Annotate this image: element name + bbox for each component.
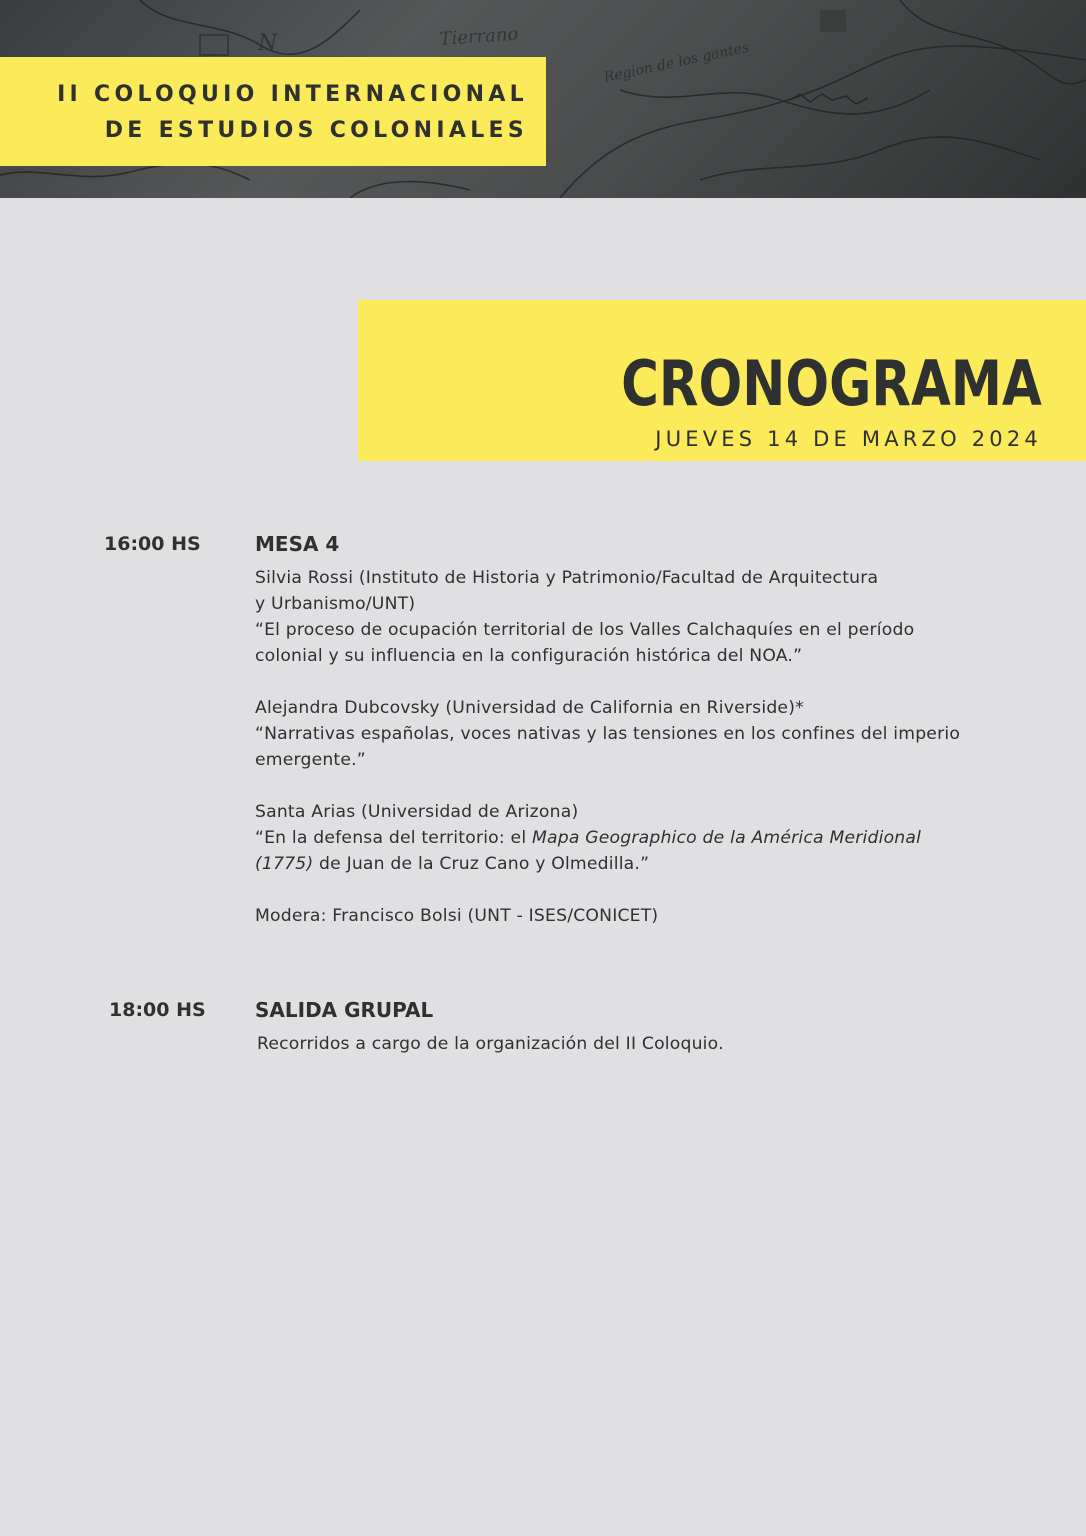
talk-title: “En la defensa del territorio: el Mapa Geographico de la América Meridional — [255, 828, 922, 848]
map-title-italic: Mapa Geographico de la América Meridional — [531, 828, 922, 848]
talk-title-cont: colonial y su influencia en la configuración histórica del NOA.” — [255, 646, 803, 666]
svg-text:Tierrano: Tierrano — [438, 23, 519, 50]
talk-title: “Narrativas españolas, voces nativas y las tensiones en los confines del imperio — [255, 724, 961, 744]
presentation-dubcovsky — [255, 695, 1015, 773]
session-time: 16:00 HS — [104, 533, 201, 555]
schedule-title-block — [358, 300, 1086, 461]
moderator: Modera: Francisco Bolsi (UNT - ISES/CONICET) — [255, 906, 659, 926]
talk-title-cont: (1775) de Juan de la Cruz Cano y Olmedilla.” — [255, 854, 650, 874]
speaker-affiliation: Silvia Rossi (Instituto de Historia y Patrimonio/Facultad de Arquitectura — [255, 568, 879, 588]
speaker-affiliation: Santa Arias (Universidad de Arizona) — [255, 802, 579, 822]
speaker-affiliation: Alejandra Dubcovsky (Universidad de California en Riverside)* — [255, 698, 804, 718]
map-label-n: N — [258, 31, 278, 56]
speaker-affiliation-cont: y Urbanismo/UNT) — [255, 594, 416, 614]
schedule-date: JUEVES 14 DE MARZO 2024 — [655, 427, 1042, 451]
presentation-rossi — [255, 565, 1015, 669]
session-time: 18:00 HS — [109, 999, 206, 1021]
talk-title-cont: emergente.” — [255, 750, 366, 770]
session-title: MESA 4 — [255, 532, 340, 556]
session-title: SALIDA GRUPAL — [255, 998, 434, 1022]
presentation-arias — [255, 799, 1015, 877]
event-name-line1: II COLOQUIO INTERNACIONAL — [57, 82, 528, 107]
event-header — [0, 57, 546, 166]
talk-title: “El proceso de ocupación territorial de los Valles Calchaquíes en el período — [255, 620, 915, 640]
page-title: CRONOGRAMA — [621, 347, 1042, 420]
event-name-line2: DE ESTUDIOS COLONIALES — [104, 118, 528, 143]
svg-text:Region de los gantes: Region de los gantes — [602, 39, 751, 86]
session-description: Recorridos a cargo de la organización del II Coloquio. — [257, 1034, 724, 1054]
